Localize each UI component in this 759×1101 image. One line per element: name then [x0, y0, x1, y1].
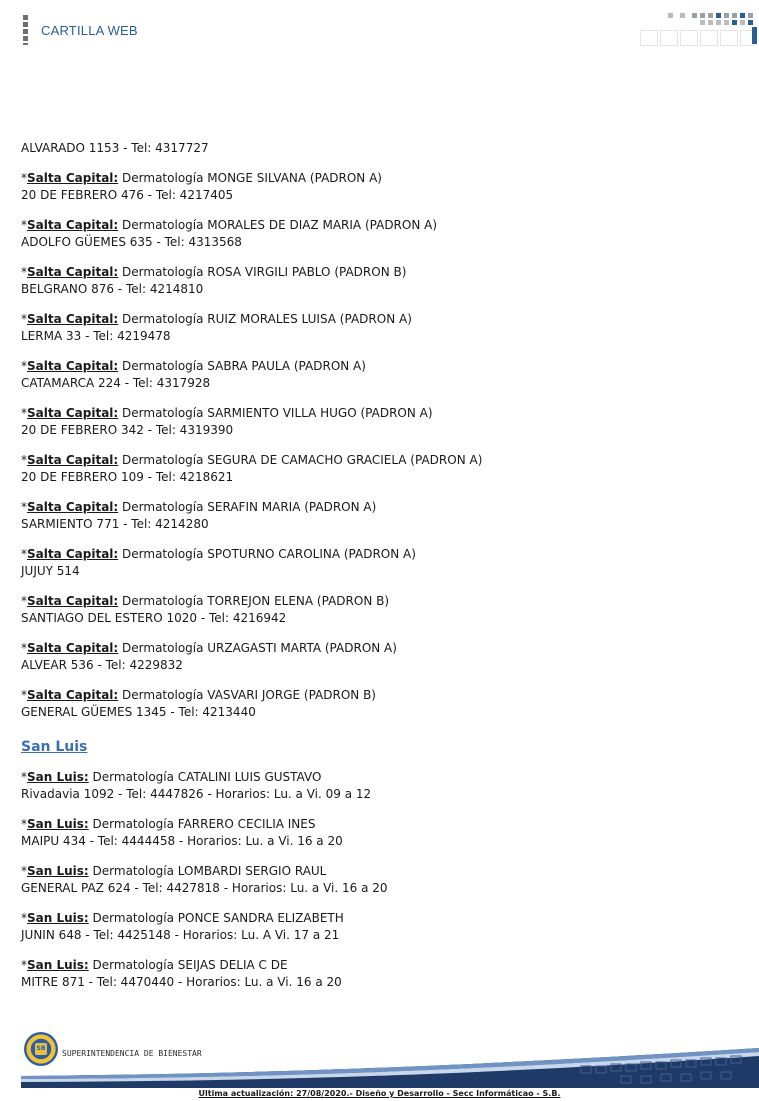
list-item: *Salta Capital: Dermatología SPOTURNO CAROLINA (PADRON A) JUJUY 514 — [21, 546, 721, 580]
directory-content — [21, 140, 721, 1004]
list-item — [21, 140, 721, 157]
entry-location: San Luis: — [27, 770, 89, 784]
list-item: *Salta Capital: Dermatología MONGE SILVANA (PADRON A) 20 DE FEBRERO 476 - Tel: 4217405 — [21, 170, 721, 204]
section-title-san-luis[interactable]: San Luis — [21, 739, 88, 755]
entry-specialist: Dermatología SABRA PAULA (PADRON A) — [122, 359, 366, 373]
entry-specialist: Dermatología MONGE SILVANA (PADRON A) — [122, 171, 382, 185]
entry-address: BELGRANO 876 - Tel: 4214810 — [21, 282, 204, 296]
entry-location: San Luis: — [27, 911, 89, 925]
list-item: *Salta Capital: Dermatología MORALES DE DIAZ MARIA (PADRON A) ADOLFO GÜEMES 635 - Tel: 4313568 — [21, 217, 721, 251]
entry-location: Salta Capital: — [27, 453, 119, 467]
list-item: *San Luis: Dermatología SEIJAS DELIA C DE MITRE 871 - Tel: 4470440 - Horarios: Lu. a Vi. 16 a 20 — [21, 957, 721, 991]
entry-address: 20 DE FEBRERO 476 - Tel: 4217405 — [21, 188, 234, 202]
entry-address: ALVARADO 1153 - Tel: 4317727 — [21, 141, 209, 155]
entry-specialist: Dermatología SERAFIN MARIA (PADRON A) — [122, 500, 377, 514]
list-item: *Salta Capital: Dermatología SEGURA DE CAMACHO GRACIELA (PADRON A) 20 DE FEBRERO 109 - Tel: 4218621 — [21, 452, 721, 486]
entry-address: LERMA 33 - Tel: 4219478 — [21, 329, 171, 343]
entry-location: Salta Capital: — [27, 218, 119, 232]
entry-specialist: Dermatología LOMBARDI SERGIO RAUL — [92, 864, 327, 878]
agency-name: SUPERINTENDENCIA DE BIENESTAR — [62, 1049, 202, 1058]
entry-specialist: Dermatología ROSA VIRGILI PABLO (PADRON B) — [122, 265, 407, 279]
entry-specialist: Dermatología SARMIENTO VILLA HUGO (PADRON A) — [122, 406, 433, 420]
entry-location: Salta Capital: — [27, 406, 119, 420]
entry-specialist: Dermatología RUIZ MORALES LUISA (PADRON A) — [122, 312, 412, 326]
list-item: *San Luis: Dermatología LOMBARDI SERGIO RAUL GENERAL PAZ 624 - Tel: 4427818 - Horarios: Lu. a Vi. 16 a 20 — [21, 863, 721, 897]
list-item: *Salta Capital: Dermatología TORREJON ELENA (PADRON B) SANTIAGO DEL ESTERO 1020 - Tel: 4216942 — [21, 593, 721, 627]
entry-specialist: Dermatología SEGURA DE CAMACHO GRACIELA (PADRON A) — [122, 453, 483, 467]
entry-location: Salta Capital: — [27, 594, 119, 608]
list-item: *Salta Capital: Dermatología ROSA VIRGILI PABLO (PADRON B) BELGRANO 876 - Tel: 4214810 — [21, 264, 721, 298]
entry-address: GENERAL PAZ 624 - Tel: 4427818 - Horarios: Lu. a Vi. 16 a 20 — [21, 881, 388, 895]
entry-specialist: Dermatología VASVARI JORGE (PADRON B) — [122, 688, 376, 702]
seal-emblem-icon: SB — [35, 1043, 47, 1055]
entry-location: San Luis: — [27, 817, 89, 831]
entry-address: JUNIN 648 - Tel: 4425148 - Horarios: Lu. A Vi. 17 a 21 — [21, 928, 340, 942]
entry-location: Salta Capital: — [27, 312, 119, 326]
list-item: *Salta Capital: Dermatología SERAFIN MARIA (PADRON A) SARMIENTO 771 - Tel: 4214280 — [21, 499, 721, 533]
entry-address: CATAMARCA 224 - Tel: 4317928 — [21, 376, 211, 390]
entry-specialist: Dermatología PONCE SANDRA ELIZABETH — [92, 911, 344, 925]
pixel-grid-icon — [636, 10, 759, 48]
page-title: CARTILLA WEB — [41, 23, 138, 38]
entry-specialist: Dermatología SEIJAS DELIA C DE — [92, 958, 288, 972]
entry-specialist: Dermatología TORREJON ELENA (PADRON B) — [122, 594, 390, 608]
entry-specialist: Dermatología SPOTURNO CAROLINA (PADRON A) — [122, 547, 416, 561]
entry-address: MITRE 871 - Tel: 4470440 - Horarios: Lu. a Vi. 16 a 20 — [21, 975, 342, 989]
entry-specialist: Dermatología CATALINI LUIS GUSTAVO — [92, 770, 322, 784]
list-item: *Salta Capital: Dermatología SABRA PAULA (PADRON A) CATAMARCA 224 - Tel: 4317928 — [21, 358, 721, 392]
entry-location: Salta Capital: — [27, 688, 119, 702]
list-item: *Salta Capital: Dermatología URZAGASTI MARTA (PADRON A) ALVEAR 536 - Tel: 4229832 — [21, 640, 721, 674]
entry-address: ADOLFO GÜEMES 635 - Tel: 4313568 — [21, 235, 242, 249]
list-item: *Salta Capital: Dermatología VASVARI JORGE (PADRON B) GENERAL GÜEMES 1345 - Tel: 4213440 — [21, 687, 721, 721]
entry-specialist: Dermatología MORALES DE DIAZ MARIA (PADRON A) — [122, 218, 438, 232]
page-header — [0, 0, 759, 60]
entry-address: Rivadavia 1092 - Tel: 4447826 - Horarios: Lu. a Vi. 09 a 12 — [21, 787, 372, 801]
entry-location: Salta Capital: — [27, 171, 119, 185]
entry-address: 20 DE FEBRERO 342 - Tel: 4319390 — [21, 423, 234, 437]
entry-location: Salta Capital: — [27, 500, 119, 514]
list-item: *San Luis: Dermatología FARRERO CECILIA INES MAIPU 434 - Tel: 4444458 - Horarios: Lu. a Vi. 16 a 20 — [21, 816, 721, 850]
entry-specialist: Dermatología URZAGASTI MARTA (PADRON A) — [122, 641, 397, 655]
entry-address: SARMIENTO 771 - Tel: 4214280 — [21, 517, 209, 531]
entry-location: Salta Capital: — [27, 359, 119, 373]
footer-wave-banner — [21, 1038, 759, 1088]
entry-specialist: Dermatología FARRERO CECILIA INES — [92, 817, 316, 831]
list-item: *Salta Capital: Dermatología RUIZ MORALES LUISA (PADRON A) LERMA 33 - Tel: 4219478 — [21, 311, 721, 345]
agency-seal-icon — [24, 1032, 58, 1066]
entry-address: JUJUY 514 — [21, 564, 80, 578]
entry-address: SANTIAGO DEL ESTERO 1020 - Tel: 4216942 — [21, 611, 287, 625]
entry-location: Salta Capital: — [27, 265, 119, 279]
entry-address: 20 DE FEBRERO 109 - Tel: 4218621 — [21, 470, 234, 484]
list-item: *San Luis: Dermatología CATALINI LUIS GUSTAVO Rivadavia 1092 - Tel: 4447826 - Horarios: Lu. a Vi. 09 a 12 — [21, 769, 721, 803]
page-footer — [0, 1030, 759, 1101]
entry-address: GENERAL GÜEMES 1345 - Tel: 4213440 — [21, 705, 256, 719]
list-item: *Salta Capital: Dermatología SARMIENTO VILLA HUGO (PADRON A) 20 DE FEBRERO 342 - Tel: 4319390 — [21, 405, 721, 439]
entry-location: San Luis: — [27, 958, 89, 972]
entry-location: San Luis: — [27, 864, 89, 878]
entry-address: MAIPU 434 - Tel: 4444458 - Horarios: Lu. a Vi. 16 a 20 — [21, 834, 343, 848]
entry-location: Salta Capital: — [27, 641, 119, 655]
last-updated: Ultima actualización: 27/08/2020.- Diseño y Desarrollo - Secc Informáticao - S.B. — [198, 1089, 561, 1098]
list-item: *San Luis: Dermatología PONCE SANDRA ELIZABETH JUNIN 648 - Tel: 4425148 - Horarios: Lu. A Vi. 17 a 21 — [21, 910, 721, 944]
entry-location: Salta Capital: — [27, 547, 119, 561]
header-bar-icon — [23, 15, 28, 45]
entry-address: ALVEAR 536 - Tel: 4229832 — [21, 658, 183, 672]
